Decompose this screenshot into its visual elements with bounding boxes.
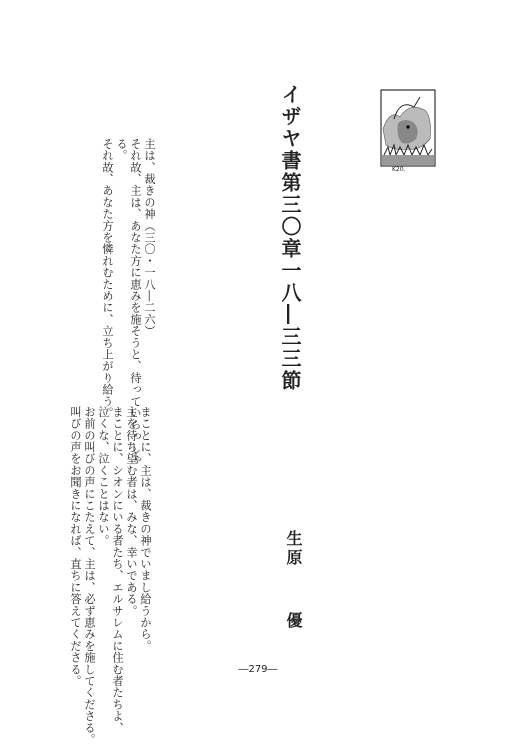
text-line: 泣くな、泣くことはない。 [97, 406, 110, 547]
text-line: 叫びの声をお聞きになれば、直ちに答えてくださる。 [69, 406, 82, 687]
section-2 [68, 406, 152, 745]
article-title: イザヤ書第三〇章一八―三三節 [278, 84, 302, 392]
author-given-name: 優 [284, 612, 303, 631]
section-1-heading: 主は、裁きの神（三〇・一八―二六） [143, 138, 156, 337]
text-line: それ故、主は、あなた方に恵みを施そうと、待っていらっしゃ [129, 138, 142, 466]
author-name [282, 530, 305, 631]
ox-sketch-icon [380, 89, 436, 169]
author-family-name: 生原 [284, 530, 303, 568]
text-line: まことに、シオンにいる者たち、エルサレムに住む者たちよ、 [111, 406, 124, 734]
illustration-signature: K20. [392, 166, 406, 173]
text-line: それ故、あなた方を憐れむために、立ち上がり給う。 [101, 138, 114, 419]
page-number: ―279― [238, 664, 278, 675]
text-line: まことに、主は、裁きの神でいまし給うから。 [139, 406, 152, 652]
text-line: お前の叫びの声にこたえて、主は、必ず恵みを施してくださる。 [83, 406, 96, 745]
text-line: 主を待ち望む者は、みな、幸いである。 [125, 406, 138, 617]
text-line: る。 [115, 138, 128, 162]
